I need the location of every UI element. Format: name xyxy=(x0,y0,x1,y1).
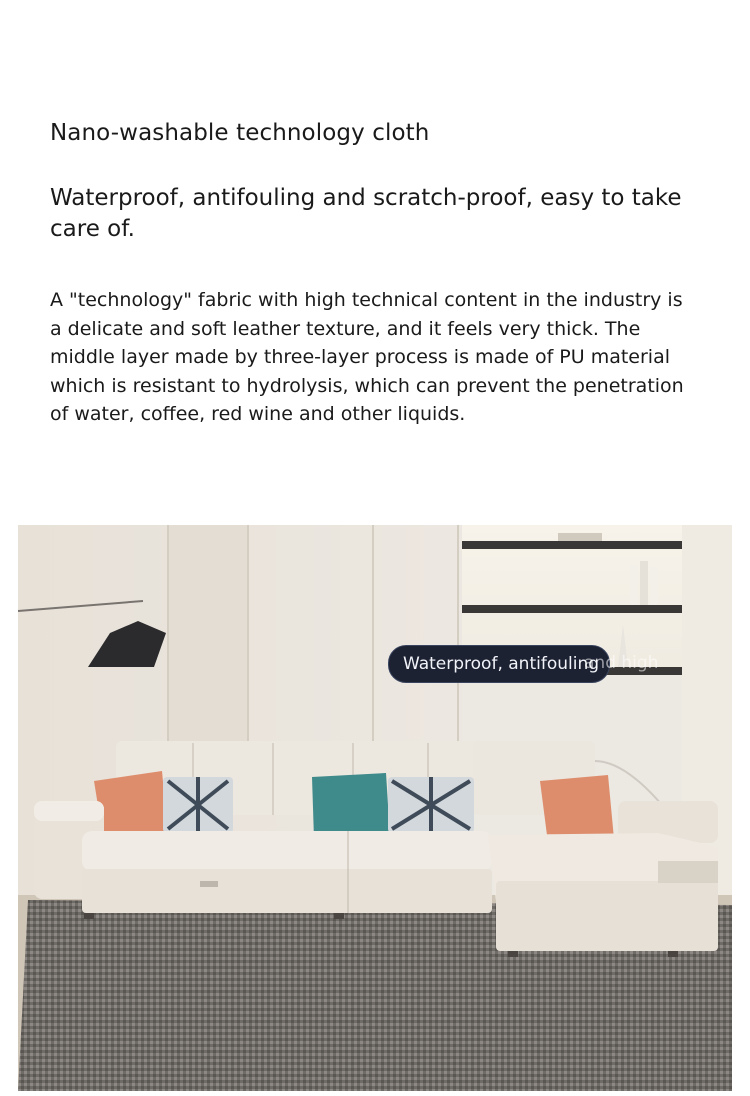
cushion-teal xyxy=(312,773,390,839)
shelf xyxy=(462,541,682,549)
page-subheading: Waterproof, antifouling and scratch-proof, easy to take care of. xyxy=(50,185,682,242)
shelf xyxy=(462,605,682,613)
sofa-photo xyxy=(18,525,732,1091)
description-paragraph: A "technology" fabric with high technical content in the industry is a delicate and soft leather texture, and it feels very thick. The middle layer made by three-layer process is made of PU material which is resistant to hydrolysis, which can prevent the penetration of water, coffee, red wine and other liquids. xyxy=(50,289,684,425)
page-heading: Nano-washable technology cloth xyxy=(50,120,430,146)
chaise-base xyxy=(496,881,718,951)
wall-panel xyxy=(168,525,248,765)
cushion-orange xyxy=(540,775,614,843)
sofa-base xyxy=(82,869,492,913)
feature-badge: Waterproof, antifouling xyxy=(388,645,610,683)
sofa-seat xyxy=(82,831,492,871)
sofa-illustration xyxy=(18,525,732,1091)
feature-badge-overflow: and high xyxy=(584,653,659,673)
